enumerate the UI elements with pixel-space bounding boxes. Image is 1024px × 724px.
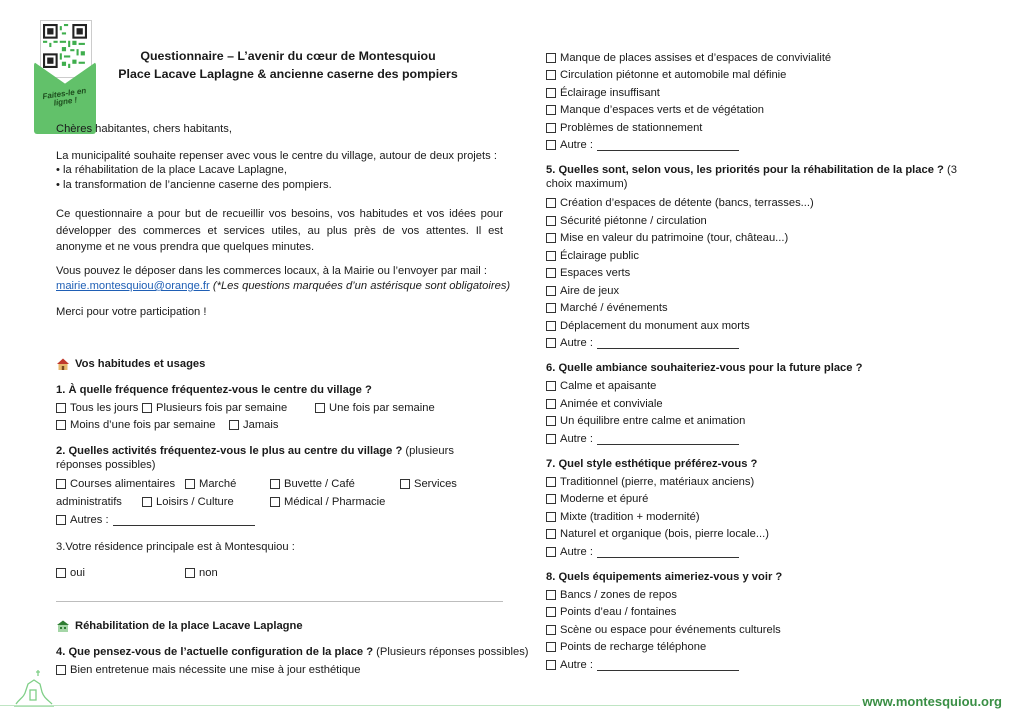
other-label: Autre :	[560, 337, 593, 349]
section-habits-title: Vos habitudes et usages	[75, 358, 206, 370]
q6-option-balance[interactable]	[546, 414, 745, 428]
q5-option-green[interactable]	[546, 266, 630, 280]
option-label: Déplacement du monument aux morts	[560, 320, 750, 332]
option-label: Moderne et épuré	[560, 493, 649, 505]
q5-other[interactable]	[546, 336, 739, 350]
q5-option-lighting[interactable]	[546, 249, 639, 263]
checkbox[interactable]	[546, 105, 556, 115]
checkbox[interactable]	[546, 88, 556, 98]
checkbox[interactable]	[546, 286, 556, 296]
q8-option-stage[interactable]	[546, 623, 781, 637]
checkbox[interactable]	[546, 434, 556, 444]
page-subtitle: Place Lacave Laplagne & ancienne caserne des pompiers	[118, 67, 458, 81]
option-label: oui	[70, 567, 85, 579]
checkbox[interactable]	[546, 477, 556, 487]
option-label: Bien entretenue mais nécessite une mise à jour esthétique	[70, 664, 361, 676]
intro-paragraph-1: La municipalité souhaite repenser avec vous le centre du village, autour de deux projets :	[56, 150, 497, 162]
q7-option-natural[interactable]	[546, 527, 769, 541]
question-5-note: (3 choix maximum)	[546, 164, 957, 190]
option-label: Un équilibre entre calme et animation	[560, 415, 746, 427]
q1-option-less-weekly[interactable]	[56, 418, 216, 432]
option-label: Mixte (tradition + modernité)	[560, 511, 700, 523]
other-label: Autre :	[560, 433, 593, 445]
option-label: Plusieurs fois par semaine	[156, 402, 288, 414]
section-habits-heading	[56, 357, 205, 371]
question-6: 6. Quelle ambiance souhaiteriez-vous pour la future place ?	[546, 362, 863, 374]
question-5	[546, 163, 971, 191]
q2-option-services[interactable]	[400, 477, 457, 491]
q7-option-mixed[interactable]	[546, 510, 700, 524]
checkbox[interactable]	[546, 547, 556, 557]
checkbox[interactable]	[56, 665, 66, 675]
q5-option-monument[interactable]	[546, 319, 750, 333]
q4-option-parking[interactable]	[546, 121, 702, 135]
page-title: Questionnaire – L’avenir du cœur de Montesquiou	[140, 49, 436, 63]
option-label: Bancs / zones de repos	[560, 589, 677, 601]
website-link[interactable]: www.montesquiou.org	[862, 694, 1002, 709]
question-8: 8. Quels équipements aimeriez-vous y voir ?	[546, 571, 783, 583]
q5-option-playground[interactable]	[546, 284, 619, 298]
q2-option-groceries[interactable]	[56, 477, 175, 491]
option-label: Création d’espaces de détente (bancs, terrasses...)	[560, 197, 814, 209]
contact-line	[56, 279, 511, 293]
mandatory-note: (*Les questions marquées d’un astérisque sont obligatoires)	[212, 280, 511, 292]
intro-bullet-1: • la réhabilitation de la place Lacave Laplagne,	[56, 164, 287, 176]
option-label: Espaces verts	[560, 267, 631, 279]
checkbox[interactable]	[546, 251, 556, 261]
option-label: Traditionnel (pierre, matériaux anciens)	[560, 476, 755, 488]
qr-card[interactable]	[34, 18, 96, 114]
q7-other[interactable]	[546, 545, 739, 559]
checkbox[interactable]	[546, 140, 556, 150]
checkbox[interactable]	[546, 512, 556, 522]
other-label: Autre :	[560, 659, 593, 671]
option-label: Tous les jours	[70, 402, 139, 414]
q1-option-once-weekly[interactable]	[315, 401, 435, 415]
other-input[interactable]	[597, 660, 739, 671]
option-label: Une fois par semaine	[329, 402, 435, 414]
checkbox[interactable]	[185, 479, 195, 489]
q2-option-services-cont: administratifs	[56, 496, 122, 508]
option-label: Jamais	[243, 419, 279, 431]
checkbox[interactable]	[270, 497, 280, 507]
email-link[interactable]: mairie.montesquiou@orange.fr	[56, 280, 210, 292]
checkbox[interactable]	[142, 497, 152, 507]
village-logo-icon	[12, 668, 56, 708]
checkbox[interactable]	[546, 590, 556, 600]
q4-option-circulation[interactable]	[546, 68, 786, 82]
q4-option-seating[interactable]	[546, 51, 831, 65]
checkbox[interactable]	[546, 494, 556, 504]
checkbox[interactable]	[142, 403, 152, 413]
q2-option-medical[interactable]	[270, 495, 385, 509]
option-label: Médical / Pharmacie	[284, 496, 386, 508]
section-place-heading	[56, 619, 303, 633]
checkbox[interactable]	[546, 233, 556, 243]
option-label: Animée et conviviale	[560, 398, 663, 410]
thanks-text: Merci pour votre participation !	[56, 306, 207, 318]
checkbox[interactable]	[546, 198, 556, 208]
question-3: 3.Votre résidence principale est à Montesquiou :	[56, 541, 295, 553]
option-label: Services	[414, 478, 457, 490]
checkbox[interactable]	[546, 381, 556, 391]
q1-option-several-weekly[interactable]	[142, 401, 287, 415]
option-label: Naturel et organique (bois, pierre locale...)	[560, 528, 769, 540]
other-label: Autre :	[560, 546, 593, 558]
q6-option-calm[interactable]	[546, 379, 656, 393]
option-label: Points d’eau / fontaines	[560, 606, 677, 618]
other-label: Autre :	[560, 139, 593, 151]
house-icon	[56, 357, 70, 371]
intro-bullet-2: • la transformation de l’ancienne caserne des pompiers.	[56, 179, 332, 191]
q8-option-benches[interactable]	[546, 588, 677, 602]
checkbox[interactable]	[270, 479, 280, 489]
option-label: Éclairage insuffisant	[560, 87, 660, 99]
q5-option-relax[interactable]	[546, 196, 814, 210]
question-7: 7. Quel style esthétique préférez-vous ?	[546, 458, 758, 470]
section-divider	[56, 601, 503, 602]
q4-option-green[interactable]	[546, 103, 764, 117]
option-label: Manque d’espaces verts et de végétation	[560, 104, 764, 116]
other-label: Autres :	[70, 514, 109, 526]
checkbox[interactable]	[56, 568, 66, 578]
q8-option-fountains[interactable]	[546, 605, 676, 619]
option-label: Points de recharge téléphone	[560, 641, 707, 653]
option-label: Circulation piétonne et automobile mal définie	[560, 69, 787, 81]
q5-option-events[interactable]	[546, 301, 668, 315]
qr-code-icon[interactable]	[43, 24, 87, 68]
q5-option-safety[interactable]	[546, 214, 707, 228]
question-4-note: (Plusieurs réponses possibles)	[373, 646, 529, 658]
checkbox[interactable]	[546, 70, 556, 80]
question-1: 1. À quelle fréquence fréquentez-vous le centre du village ?	[56, 384, 372, 396]
q2-other[interactable]	[56, 513, 255, 527]
q8-other[interactable]	[546, 658, 739, 672]
checkbox[interactable]	[56, 403, 66, 413]
intro-paragraph-2: Ce questionnaire a pour but de recueillir vos besoins, vos habitudes et vos idées pour développer des commerces et services utiles, au plus près de vos attentes. Il est anonyme et ne vous prendra que quelques minutes.	[56, 208, 503, 253]
q4-other[interactable]	[546, 138, 739, 152]
option-label: Marché / événements	[560, 302, 668, 314]
q7-option-modern[interactable]	[546, 492, 648, 506]
option-label: Scène ou espace pour événements culturels	[560, 624, 781, 636]
q4-option-lighting[interactable]	[546, 86, 660, 100]
q7-option-traditional[interactable]	[546, 475, 754, 489]
option-label: Éclairage public	[560, 250, 639, 262]
other-input[interactable]	[597, 547, 739, 558]
q2-option-leisure[interactable]	[142, 495, 234, 509]
checkbox[interactable]	[546, 660, 556, 670]
option-label: Manque de places assises et d’espaces de convivialité	[560, 52, 832, 64]
q4-option-maintained[interactable]	[56, 663, 360, 677]
other-input[interactable]	[597, 434, 739, 445]
checkbox[interactable]	[546, 625, 556, 635]
option-label: Problèmes de stationnement	[560, 122, 703, 134]
q5-option-heritage[interactable]	[546, 231, 788, 245]
checkbox[interactable]	[546, 399, 556, 409]
option-label: Marché	[199, 478, 237, 490]
intro-paragraph-3: Vous pouvez le déposer dans les commerces locaux, à la Mairie ou l’envoyer par mail :	[56, 265, 487, 277]
other-input[interactable]	[597, 338, 739, 349]
question-2	[56, 444, 503, 472]
option-label: Moins d’une fois par semaine	[70, 419, 216, 431]
checkbox[interactable]	[546, 529, 556, 539]
checkbox[interactable]	[546, 53, 556, 63]
option-label: Buvette / Café	[284, 478, 355, 490]
question-2-note: (plusieurs réponses possibles)	[56, 445, 454, 471]
q3-option-no[interactable]	[185, 566, 218, 580]
checkbox[interactable]	[315, 403, 325, 413]
q3-option-yes[interactable]	[56, 566, 85, 580]
qr-label: Faites-le en ligne !	[41, 86, 87, 108]
checkbox[interactable]	[56, 479, 66, 489]
option-label: Sécurité piétonne / circulation	[560, 215, 707, 227]
checkbox[interactable]	[185, 568, 195, 578]
checkbox[interactable]	[546, 321, 556, 331]
q8-option-charging[interactable]	[546, 640, 706, 654]
checkbox[interactable]	[229, 420, 239, 430]
option-label: non	[199, 567, 218, 579]
other-input[interactable]	[597, 140, 739, 151]
building-icon	[56, 619, 70, 633]
checkbox[interactable]	[546, 216, 556, 226]
option-label: Mise en valeur du patrimoine (tour, château...)	[560, 232, 789, 244]
checkbox[interactable]	[56, 515, 66, 525]
checkbox[interactable]	[546, 338, 556, 348]
q1-option-daily[interactable]	[56, 401, 138, 415]
footer-line	[0, 705, 860, 706]
checkbox[interactable]	[546, 268, 556, 278]
checkbox[interactable]	[546, 416, 556, 426]
section-place-title: Réhabilitation de la place Lacave Laplagne	[75, 620, 303, 632]
checkbox[interactable]	[546, 642, 556, 652]
option-label: Calme et apaisante	[560, 380, 657, 392]
question-5-label: 5. Quelles sont, selon vous, les priorités pour la réhabilitation de la place ?	[546, 164, 944, 176]
greeting: Chères habitantes, chers habitants,	[56, 123, 232, 135]
option-label: Aire de jeux	[560, 285, 620, 297]
q1-option-never[interactable]	[229, 418, 278, 432]
question-4-label: 4. Que pensez-vous de l’actuelle configuration de la place ?	[56, 646, 374, 658]
other-input[interactable]	[113, 515, 255, 526]
checkbox[interactable]	[546, 303, 556, 313]
checkbox[interactable]	[546, 123, 556, 133]
checkbox[interactable]	[56, 420, 66, 430]
checkbox[interactable]	[546, 607, 556, 617]
checkbox[interactable]	[400, 479, 410, 489]
q2-option-market[interactable]	[185, 477, 236, 491]
question-2-label: 2. Quelles activités fréquentez-vous le plus au centre du village ?	[56, 445, 403, 457]
option-label: Courses alimentaires	[70, 478, 176, 490]
q2-option-cafe[interactable]	[270, 477, 355, 491]
option-label: Loisirs / Culture	[156, 496, 234, 508]
question-4	[56, 645, 529, 659]
q6-option-lively[interactable]	[546, 397, 663, 411]
q6-other[interactable]	[546, 432, 739, 446]
